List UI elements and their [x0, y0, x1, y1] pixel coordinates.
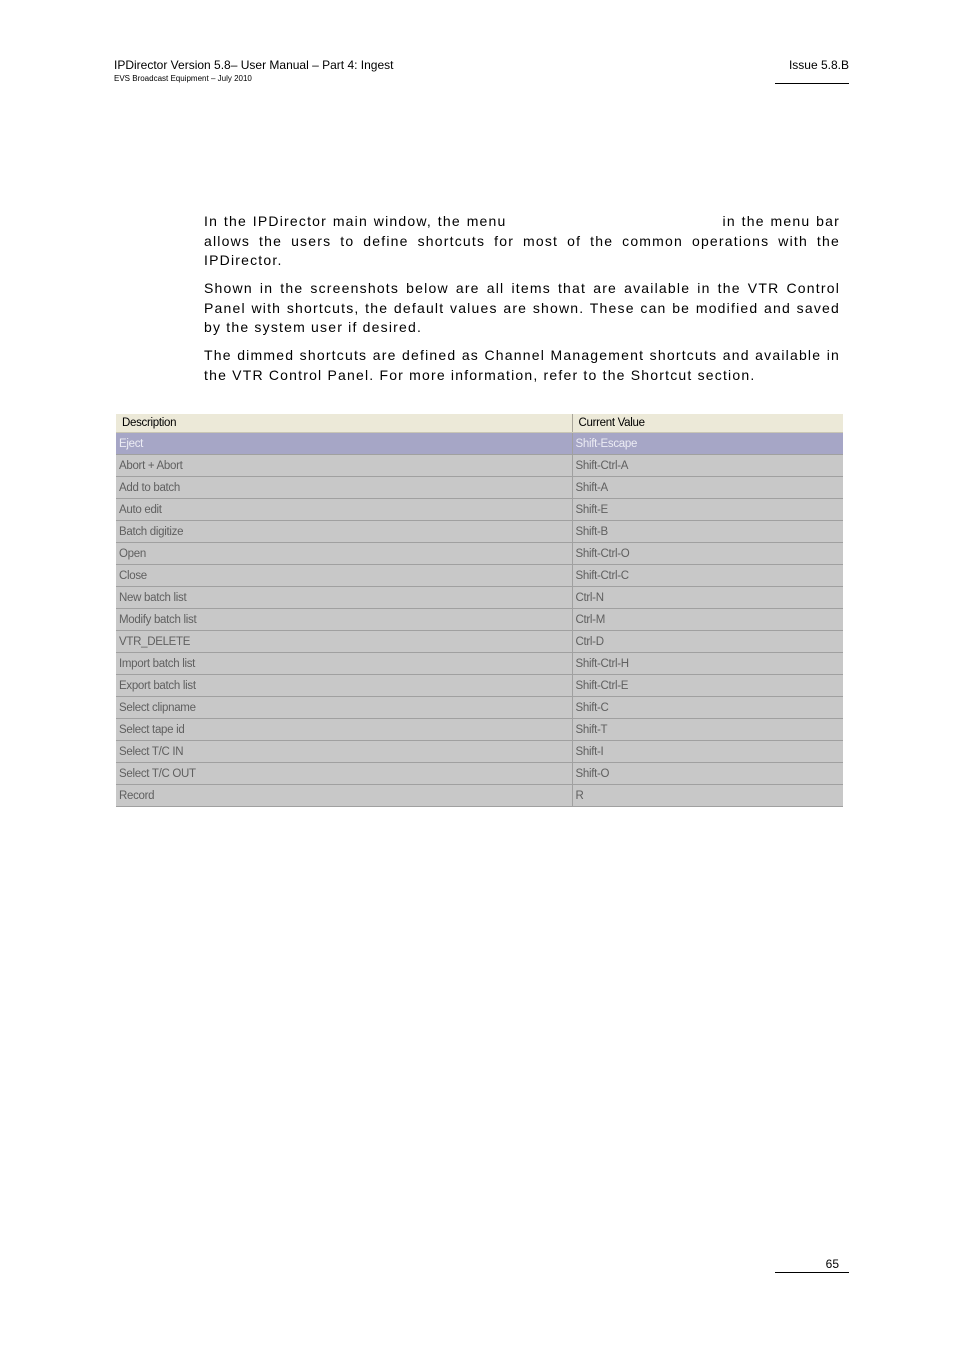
table-row[interactable] [116, 785, 843, 807]
table-row[interactable] [116, 653, 843, 675]
shortcut-value[interactable]: Shift-T [572, 719, 843, 741]
header-rule [775, 83, 849, 84]
shortcut-description[interactable]: Modify batch list [116, 609, 572, 631]
table-row[interactable] [116, 543, 843, 565]
shortcut-description[interactable]: Import batch list [116, 653, 572, 675]
shortcut-value[interactable]: Ctrl-M [572, 609, 843, 631]
shortcut-description[interactable]: Select tape id [116, 719, 572, 741]
paragraph-1-start: In the IPDirector main window, the menu [204, 213, 507, 229]
shortcut-description[interactable]: VTR_DELETE [116, 631, 572, 653]
shortcut-value[interactable]: Shift-Ctrl-A [572, 455, 843, 477]
table-row[interactable] [116, 433, 843, 455]
paragraph-2: Shown in the screenshots below are all items that are available in the VTR Control Panel with shortcuts, the default values are shown. These can be modified and saved by the system user if desired. [204, 280, 840, 335]
shortcut-value[interactable]: Shift-Ctrl-H [572, 653, 843, 675]
document-subtitle: EVS Broadcast Equipment – July 2010 [114, 74, 252, 83]
shortcut-description[interactable]: Close [116, 565, 572, 587]
column-header-current-value[interactable]: Current Value [572, 414, 843, 433]
shortcut-description[interactable]: Select T/C OUT [116, 763, 572, 785]
shortcut-value[interactable]: Shift-Ctrl-E [572, 675, 843, 697]
shortcut-description[interactable]: Add to batch [116, 477, 572, 499]
body-text [204, 212, 840, 394]
column-header-description[interactable]: Description [116, 414, 572, 433]
issue-label: Issue 5.8.B [788, 58, 849, 72]
table-row[interactable] [116, 587, 843, 609]
shortcut-description[interactable]: Batch digitize [116, 521, 572, 543]
table-row[interactable] [116, 697, 843, 719]
table-header-row [116, 414, 843, 433]
table-row[interactable] [116, 719, 843, 741]
table-row[interactable] [116, 741, 843, 763]
shortcut-value[interactable]: Shift-Ctrl-C [572, 565, 843, 587]
table-row[interactable] [116, 521, 843, 543]
table-row[interactable] [116, 675, 843, 697]
shortcut-description[interactable]: Open [116, 543, 572, 565]
shortcut-value[interactable]: Shift-C [572, 697, 843, 719]
shortcut-value[interactable]: Shift-I [572, 741, 843, 763]
document-header [114, 57, 393, 84]
table-row[interactable] [116, 763, 843, 785]
shortcut-value[interactable]: Shift-E [572, 499, 843, 521]
shortcut-description[interactable]: Select clipname [116, 697, 572, 719]
shortcut-value[interactable]: Ctrl-N [572, 587, 843, 609]
shortcut-rows [116, 433, 843, 807]
shortcut-value[interactable]: R [572, 785, 843, 807]
table-row[interactable] [116, 499, 843, 521]
paragraph-1 [204, 212, 840, 271]
shortcut-description[interactable]: Eject [116, 433, 572, 455]
table-row[interactable] [116, 609, 843, 631]
paragraph-1-end: in the menu bar allows the users to define shortcuts for most of the common operations with the IPDirector. [204, 213, 840, 268]
shortcut-description[interactable]: Auto edit [116, 499, 572, 521]
shortcut-description[interactable]: New batch list [116, 587, 572, 609]
footer-rule [775, 1272, 849, 1273]
table-row[interactable] [116, 477, 843, 499]
shortcut-value[interactable]: Shift-O [572, 763, 843, 785]
table-row[interactable] [116, 565, 843, 587]
shortcut-description[interactable]: Abort + Abort [116, 455, 572, 477]
shortcut-value[interactable]: Shift-A [572, 477, 843, 499]
shortcut-description[interactable]: Record [116, 785, 572, 807]
table-row[interactable] [116, 631, 843, 653]
shortcut-value[interactable]: Ctrl-D [572, 631, 843, 653]
shortcut-description[interactable]: Select T/C IN [116, 741, 572, 763]
shortcut-value[interactable]: Shift-B [572, 521, 843, 543]
shortcut-table [116, 414, 843, 807]
shortcut-description[interactable]: Export batch list [116, 675, 572, 697]
page-number: 65 [825, 1257, 839, 1271]
shortcut-value[interactable]: Shift-Escape [572, 433, 843, 455]
paragraph-3: The dimmed shortcuts are defined as Channel Management shortcuts and available in the VTR Control Panel. For more information, refer to the Shortcut section. [204, 347, 840, 383]
shortcut-value[interactable]: Shift-Ctrl-O [572, 543, 843, 565]
table-row[interactable] [116, 455, 843, 477]
document-title: IPDirector Version 5.8– User Manual – Part 4: Ingest [114, 58, 394, 72]
